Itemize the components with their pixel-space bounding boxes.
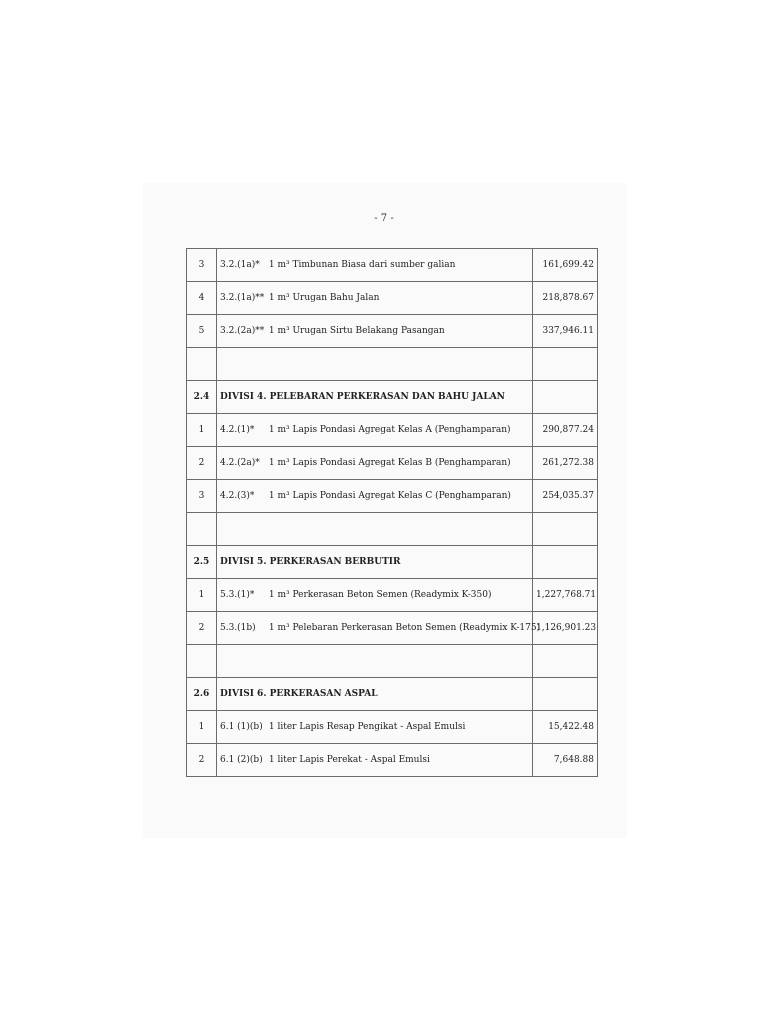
unit-price: [533, 348, 598, 381]
item-text: 1 m³ Lapis Pondasi Agregat Kelas A (Penghamparan): [268, 425, 511, 435]
unit-price: 261,272.38: [533, 447, 598, 480]
item-code: 4.2.(3)*: [220, 491, 255, 501]
section-title: DIVISI 5. PERKERASAN BERBUTIR: [217, 546, 533, 579]
item-description: [217, 612, 541, 645]
table-row: [187, 249, 598, 282]
item-text: 1 liter Lapis Perekat - Aspal Emulsi: [268, 755, 430, 765]
item-code: 4.2.(1)*: [220, 425, 255, 435]
item-description: [217, 348, 533, 381]
page-number: - 7 -: [374, 213, 394, 224]
item-code: 4.2.(2a)*: [220, 458, 260, 468]
item-code: 3.2.(1a)**: [220, 293, 265, 303]
blank-row: [187, 348, 598, 381]
table-row: [187, 315, 598, 348]
item-number: 2.5: [187, 546, 217, 579]
unit-price: [533, 645, 598, 678]
unit-price: 7,648.88: [533, 744, 598, 777]
item-number: 1: [187, 579, 217, 612]
unit-price: 1,227,768.71: [533, 579, 598, 612]
item-number: [187, 348, 217, 381]
section-title: DIVISI 4. PELEBARAN PERKERASAN DAN BAHU JALAN: [217, 381, 533, 414]
item-description: [217, 711, 533, 744]
unit-price: [533, 381, 598, 414]
table-row: [187, 447, 598, 480]
item-text: 1 m³ Lapis Pondasi Agregat Kelas C (Penghamparan): [268, 491, 511, 501]
item-number: 3: [187, 249, 217, 282]
item-code: 6.1 (1)(b): [220, 722, 263, 732]
unit-price: [533, 546, 598, 579]
section-row: [187, 546, 598, 579]
item-code: 5.3.(1b): [220, 623, 256, 633]
item-description: [217, 282, 533, 315]
item-text: 1 m³ Pelebaran Perkerasan Beton Semen (Readymix K-175): [268, 623, 541, 633]
unit-price: 337,946.11: [533, 315, 598, 348]
unit-price: 218,878.67: [533, 282, 598, 315]
item-text: 1 m³ Lapis Pondasi Agregat Kelas B (Penghamparan): [268, 458, 511, 468]
item-code: 5.3.(1)*: [220, 590, 255, 600]
item-number: 2: [187, 447, 217, 480]
section-row: [187, 381, 598, 414]
item-number: 1: [187, 711, 217, 744]
table-row: [187, 414, 598, 447]
item-text: 1 m³ Perkerasan Beton Semen (Readymix K-350): [268, 590, 492, 600]
price-table: [186, 248, 598, 777]
item-description: [217, 414, 533, 447]
item-number: 2.6: [187, 678, 217, 711]
item-number: 2.4: [187, 381, 217, 414]
unit-price: 254,035.37: [533, 480, 598, 513]
item-number: 3: [187, 480, 217, 513]
item-code: 6.1 (2)(b): [220, 755, 263, 765]
item-number: 1: [187, 414, 217, 447]
unit-price: 161,699.42: [533, 249, 598, 282]
item-description: [217, 315, 533, 348]
item-number: [187, 645, 217, 678]
unit-price: 1,126,901.23: [533, 612, 598, 645]
item-number: 2: [187, 744, 217, 777]
item-description: [217, 645, 533, 678]
table-row: [187, 711, 598, 744]
item-text: 1 m³ Urugan Bahu Jalan: [268, 293, 380, 303]
table-row: [187, 744, 598, 777]
table-row: [187, 612, 598, 645]
blank-row: [187, 645, 598, 678]
item-text: 1 m³ Timbunan Biasa dari sumber galian: [268, 260, 456, 270]
unit-price: 15,422.48: [533, 711, 598, 744]
item-number: 4: [187, 282, 217, 315]
table-row: [187, 579, 598, 612]
unit-price: 290,877.24: [533, 414, 598, 447]
blank-row: [187, 513, 598, 546]
section-title: DIVISI 6. PERKERASAN ASPAL: [217, 678, 533, 711]
item-description: [217, 249, 533, 282]
item-description: [217, 513, 533, 546]
item-code: 3.2.(2a)**: [220, 326, 265, 336]
item-number: 2: [187, 612, 217, 645]
item-description: [217, 579, 533, 612]
item-description: [217, 480, 533, 513]
table-row: [187, 282, 598, 315]
unit-price: [533, 678, 598, 711]
item-description: [217, 447, 533, 480]
item-code: 3.2.(1a)*: [220, 260, 260, 270]
item-number: 5: [187, 315, 217, 348]
section-row: [187, 678, 598, 711]
item-text: 1 liter Lapis Resap Pengikat - Aspal Emulsi: [268, 722, 466, 732]
item-description: [217, 744, 533, 777]
unit-price: [533, 513, 598, 546]
item-text: 1 m³ Urugan Sirtu Belakang Pasangan: [268, 326, 445, 336]
table-row: [187, 480, 598, 513]
item-number: [187, 513, 217, 546]
